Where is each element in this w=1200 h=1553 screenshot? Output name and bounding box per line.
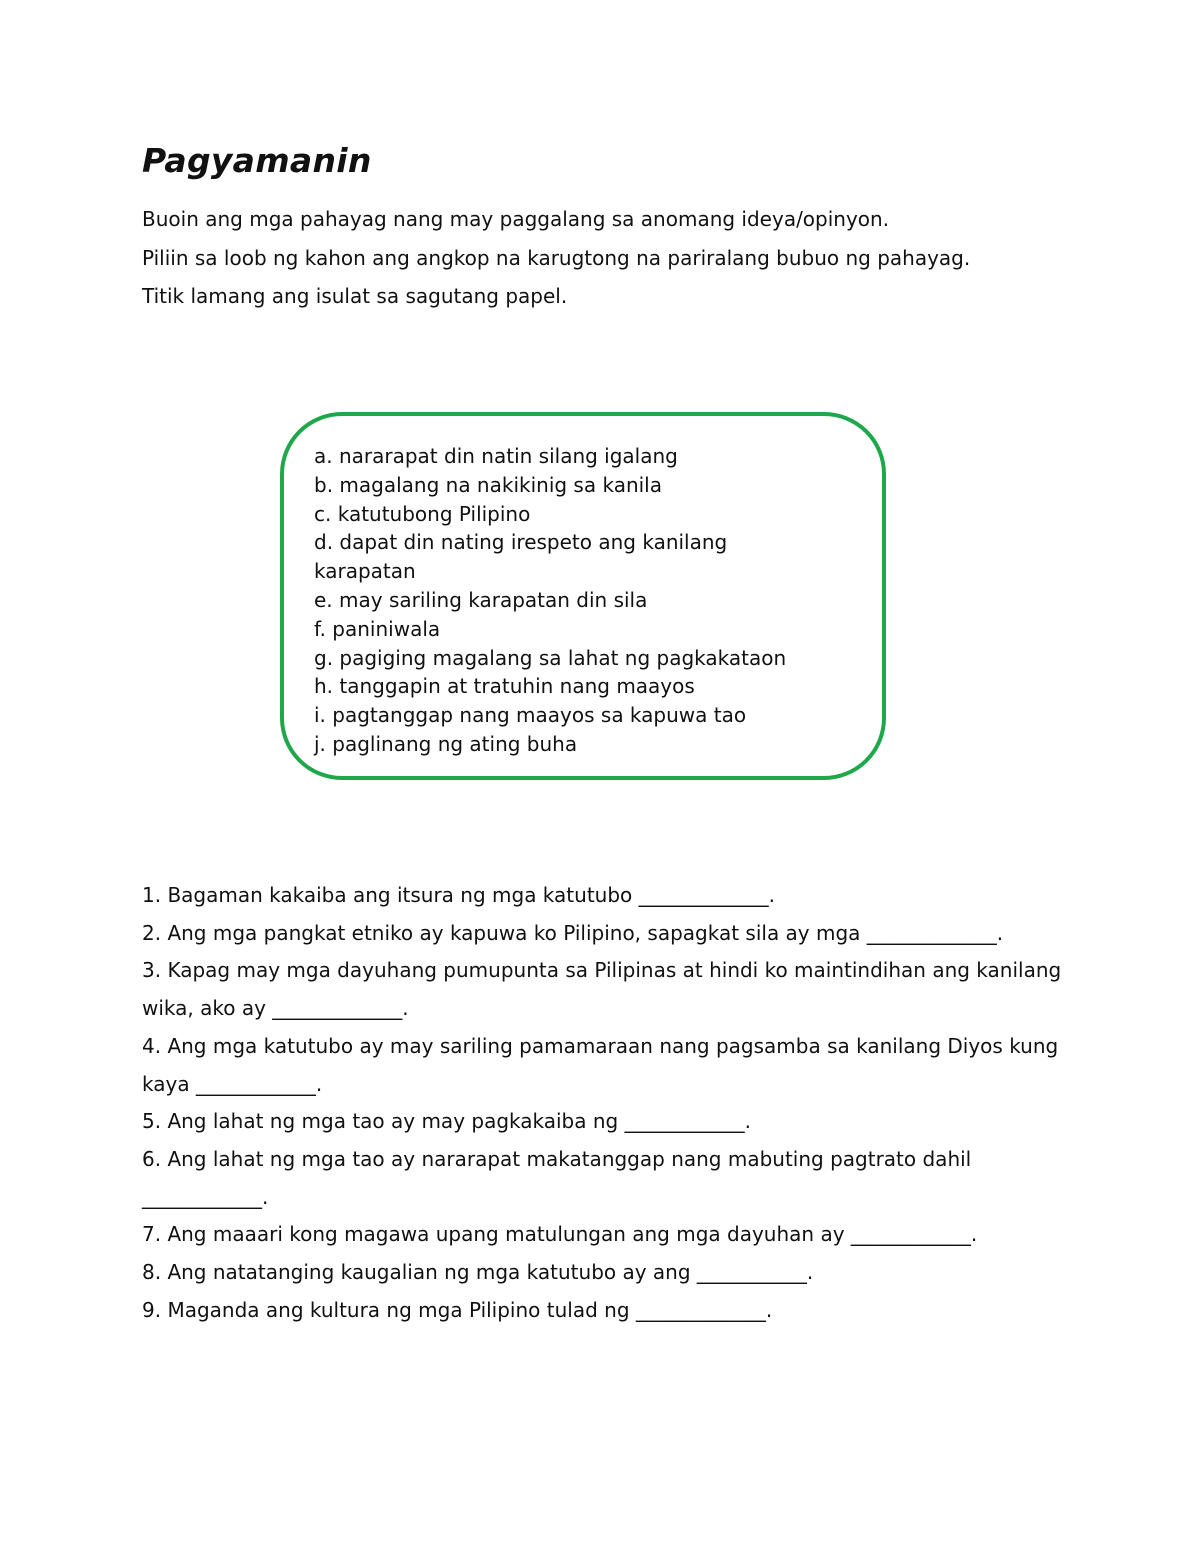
choice-item-j: j. paglinang ng ating buha <box>314 731 578 756</box>
choice-item-h: h. tanggapin at tratuhin nang maayos <box>314 674 695 699</box>
question-6: 6. Ang lahat ng mga tao ay nararapat makatanggap nang mabuting pagtrato dahil ____________. <box>142 1146 972 1209</box>
question-7: 7. Ang maaari kong magawa upang matulungan ang mga dayuhan ay ____________. <box>142 1222 978 1247</box>
choice-item-g: g. pagiging magalang sa lahat ng pagkakataon <box>314 645 787 670</box>
question-1: 1. Bagaman kakaiba ang itsura ng mga katutubo _____________. <box>142 883 775 907</box>
question-4: 4. Ang mga katutubo ay may sariling pamamaraan nang pagsamba sa kanilang Diyos kung kaya ____________. <box>142 1033 1059 1096</box>
page-title: Pagyamanin <box>142 141 372 180</box>
choices-list <box>314 442 834 759</box>
choices-box <box>280 412 886 780</box>
question-2: 2. Ang mga pangkat etniko ay kapuwa ko Pilipino, sapagkat sila ay mga _____________. <box>142 920 1004 945</box>
instruction-line: Buoin ang mga pahayag nang may paggalang sa anomang ideya/opinyon. <box>142 207 890 231</box>
choice-item-i: i. pagtanggap nang maayos sa kapuwa tao <box>314 703 747 728</box>
choice-item-e: e. may sariling karapatan din sila <box>314 587 648 612</box>
choice-item-b: b. magalang na nakikinig sa kanila <box>314 472 662 497</box>
instruction-line: Titik lamang ang isulat sa sagutang papel. <box>142 284 568 308</box>
choice-item-a: a. nararapat din natin silang igalang <box>314 444 678 468</box>
questions-list <box>142 877 1102 1329</box>
question-3: 3. Kapag may mga dayuhang pumupunta sa Pilipinas at hindi ko maintindihan ang kanilang wika, ako ay _____________. <box>142 958 1062 1021</box>
instruction-line: Piliin sa loob ng kahon ang angkop na karugtong na pariralang bubuo ng pahayag. <box>142 245 971 270</box>
question-9: 9. Maganda ang kultura ng mga Pilipino tulad ng _____________. <box>142 1297 773 1322</box>
instructions <box>142 200 1102 316</box>
choice-item-f: f. paniniwala <box>314 616 441 641</box>
question-5: 5. Ang lahat ng mga tao ay may pagkakaiba ng ____________. <box>142 1109 751 1134</box>
question-8: 8. Ang natatanging kaugalian ng mga katutubo ay ang ___________. <box>142 1260 814 1285</box>
choice-item-d: d. dapat din nating irespeto ang kanilang karapatan <box>314 530 728 584</box>
choice-item-c: c. katutubong Pilipino <box>314 501 531 526</box>
